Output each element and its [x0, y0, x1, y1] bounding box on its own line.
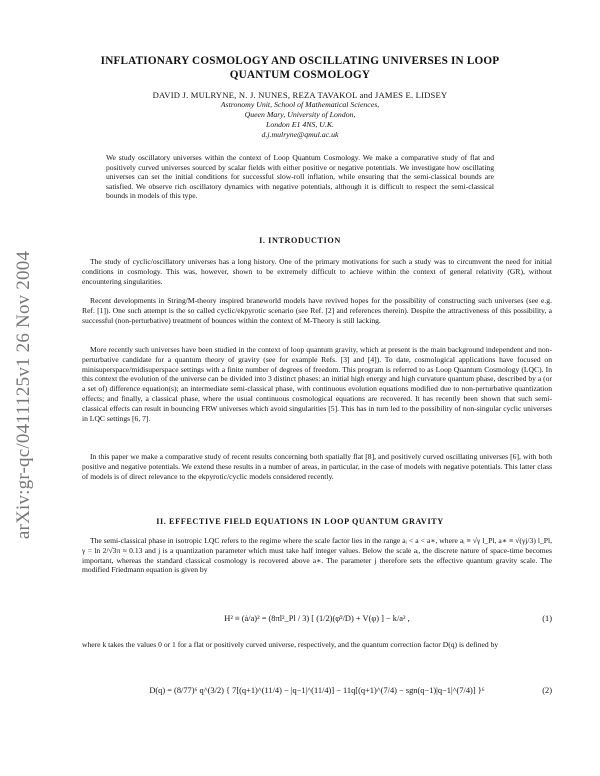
arxiv-identifier-text: arXiv:gr-qc/0411125v1 26 Nov 2004 — [13, 250, 34, 540]
title-line-1: INFLATIONARY COSMOLOGY AND OSCILLATING UNIVERSES IN LOOP — [100, 55, 500, 67]
equation-1-number: (1) — [542, 614, 552, 623]
intro-paragraph-4: In this paper we make a comparative study of recent results concerning both spatially flat [8], and positively curved oscillating universes [6], with both positive and negative potentials. We extend these results in a number of areas, in particular, in the case of models with negative potentials. This latter class of models is of direct relevance to the ekpyrotic/cyclic models considered recently. — [82, 452, 552, 481]
equation-1-body: H² ≡ (ȧ/a)² = (8πl²_Pl / 3) [ (1/2)(φ̇²/D) + V(φ) ] − k/a² , — [224, 614, 410, 623]
paper-title — [60, 54, 540, 82]
equation-2-number: (2) — [542, 686, 552, 695]
affiliation-line-1: Astronomy Unit, School of Mathematical Sciences, — [220, 100, 380, 109]
intro-paragraph-3: More recently such universes have been studied in the context of loop quantum gravity, which at present is the main background independent and non-perturbative candidate for a quantum theory of gravity (see for example Refs. [3] and [4]). To date, cosmological applications have focused on minisuperspace/midisuperspace settings with a finite number of degrees of freedom. This program is referred to as Loop Quantum Cosmology (LQC). In this context the evolution of the universe can be divided into 3 distinct phases: an initial high energy and high curvature quantum phase, described by a (or a set of) difference equation(s); an intermediate semi-classical phase, with continuous evolution equations modified due to non-perturbative quantization effects; and finally, a classical phase, where the usual continuous cosmological equations are recovered. It has recently been shown that such semi-classical effects can result in bouncing FRW universes which avoid singularities [5]. This has in turn led to the possibility of non-singular cyclic universes in LQC settings [6, 7]. — [82, 345, 552, 423]
author-email: d.j.mulryne@qmul.ac.uk — [261, 130, 339, 139]
intro-paragraph-1: The study of cyclic/oscillatory universes has a long history. One of the primary motivations for such a study was to circumvent the need for initial conditions in cosmology. This was, however, shown to be extremely difficult to achieve within the context of general relativity (GR), without encountering singularities. — [82, 257, 552, 286]
arxiv-identifier — [4, 205, 44, 585]
abstract: We study oscillatory universes within the context of Loop Quantum Cosmology. We make a comparative study of flat and positively curved universes sourced by scalar fields with either positive or negative potentials. We investigate how oscillating universes can set the initial conditions for successful slow-roll inflation, while ensuring that the semi-classical bounds are satisfied. We observe rich oscillatory dynamics with negative potentials, although it is difficult to respect the semi-classical bounds in models of this type. — [106, 153, 494, 201]
intro-paragraph-2: Recent developments in String/M-theory inspired braneworld models have revived hopes for the possibility of constructing such universes (see e.g. Ref. [1]). One such attempt is the so called cyclic/ekpyrotic scenario (see Ref. [2] and references therein). Despite the attractiveness of this possibility, a successful (non-perturbative) treatment of bounces within the context of M-Theory is still lacking. — [82, 296, 552, 325]
authors: DAVID J. MULRYNE, N. J. NUNES, REZA TAVAKOL and JAMES E. LIDSEY — [152, 90, 448, 100]
section-2-paragraph-1: The semi-classical phase in isotropic LQC refers to the regime where the scale factor lies in the range aᵢ < a < a∗, where aᵢ ≡ √γ l_Pl, a∗ ≡ √(γj/3) l_Pl, γ = ln 2/√3π ≈ 0.13 and j is a quantization parameter which must take half integer values. Below the scale aᵢ, the discrete nature of space-time becomes important, whereas the standard classical cosmology is recovered above a∗. The parameter j therefore sets the effective quantum gravity scale. The modified Friedmann equation is given by — [82, 536, 552, 575]
equation-2-body: D(q) = (8/77)⁶ q^(3/2) { 7[(q+1)^(11/4) − |q−1|^(11/4)] − 11q[(q+1)^(7/4) − sgn(q−1)|q−1|^(7/4)] }⁶ — [149, 686, 485, 695]
affiliation-line-2: Queen Mary, University of London, — [244, 110, 356, 119]
section-2-paragraph-2: where k takes the values 0 or 1 for a flat or positively curved universe, respectively, and the quantum correction factor D(q) is defined by — [82, 640, 499, 649]
title-line-2: QUANTUM COSMOLOGY — [229, 69, 371, 81]
affiliation-line-3: London E1 4NS, U.K. — [265, 120, 334, 129]
affiliation — [60, 100, 540, 140]
section-2-heading: II. EFFECTIVE FIELD EQUATIONS IN LOOP QUANTUM GRAVITY — [156, 517, 444, 526]
section-1-heading: I. INTRODUCTION — [259, 236, 341, 245]
